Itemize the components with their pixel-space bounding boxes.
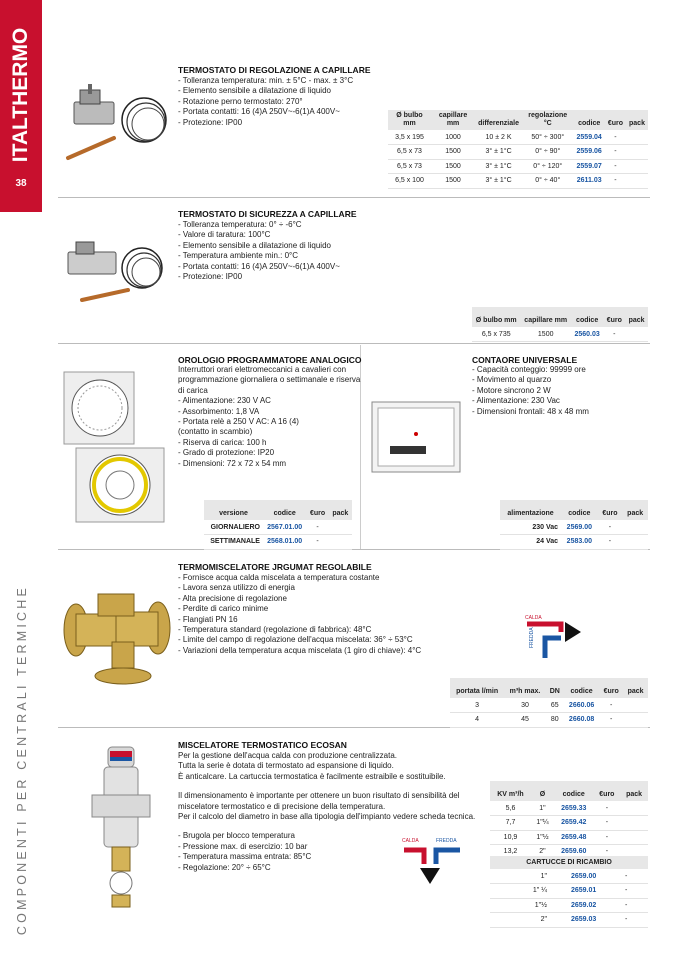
desc-line: - Dimensioni frontali: 48 x 48 mm: [472, 406, 589, 416]
cell: [620, 801, 648, 816]
product-code: 2560.03: [571, 327, 603, 342]
cell: -: [605, 130, 626, 145]
cell: 24 Vac: [500, 535, 561, 550]
col-header: capillare mm: [431, 110, 475, 130]
product-code: 2659.02: [550, 898, 617, 913]
product-code: 2660.08: [564, 713, 599, 728]
desc-line: - Riserva di carica: 100 h: [178, 437, 267, 447]
desc-line: (contatto in scambio): [178, 427, 253, 437]
cell: -: [617, 884, 635, 899]
spare-cartridges-table: [490, 869, 648, 928]
cell: [620, 816, 648, 831]
col-header: KV m³/h: [490, 781, 531, 801]
table-row: [388, 145, 648, 160]
brand-band: [0, 0, 42, 212]
counter-table: [500, 500, 648, 550]
col-header: Ø: [531, 781, 554, 801]
product-code: 2559.07: [574, 159, 605, 174]
cell: -: [605, 174, 626, 189]
ecosan-table: [490, 781, 648, 860]
col-header: pack: [626, 110, 648, 130]
cell: -: [599, 698, 623, 713]
desc-line: - Alimentazione: 230 V AC: [178, 396, 271, 406]
col-header: Ø bulbo mm: [472, 307, 520, 327]
cell: 65: [546, 698, 564, 713]
cell: 1500: [520, 327, 571, 342]
timer-desc: [178, 365, 360, 469]
category-label: COMPONENTI PER CENTRALI TERMICHE: [15, 584, 29, 936]
thermostat-safety-title: TERMOSTATO DI SICUREZZA A CAPILLARE: [178, 209, 357, 219]
counter-desc: [472, 365, 589, 417]
desc-line: - Elemento sensibile a dilatazione di liquido: [178, 240, 331, 250]
desc-line: - Lavora senza utilizzo di energia: [178, 583, 295, 593]
cold-label: FREDDA: [529, 627, 535, 648]
table-row: [472, 327, 648, 342]
thermostat-safety-table: [472, 307, 648, 342]
jrgumat-mixer-image: [62, 590, 172, 685]
table-header-row: [500, 500, 648, 520]
cell: 0° ÷ 90°: [522, 145, 574, 160]
cell: [635, 913, 648, 928]
col-header: regolazione °C: [522, 110, 574, 130]
cell: 1500: [431, 174, 475, 189]
desc-line: miscelatore termostatico e di precisione della temperatura.: [178, 801, 386, 811]
cell: -: [599, 713, 623, 728]
cell: -: [605, 145, 626, 160]
cell: -: [603, 327, 625, 342]
desc-line: - Portata contatti: 16 (4)A 250V~-6(1)A 400V~: [178, 261, 340, 271]
cell: -: [594, 801, 621, 816]
hot-label: CALDA: [525, 615, 542, 621]
table-row: [204, 535, 352, 550]
table-row: [490, 801, 648, 816]
cell: 3° ± 1°C: [475, 174, 522, 189]
desc-line: - Elemento sensibile a dilatazione di liquido: [178, 86, 331, 96]
timer-image: [62, 370, 170, 525]
col-header: DN: [546, 678, 564, 698]
col-header: codice: [571, 307, 603, 327]
desc-line: - Movimento al quarzo: [472, 375, 552, 385]
col-header: €uro: [605, 110, 626, 130]
cell: [625, 327, 648, 342]
table-row: [490, 913, 648, 928]
table-row: [450, 698, 648, 713]
thermostat-regulation-table: [388, 110, 648, 189]
desc-line: - Rotazione perno termostato: 270°: [178, 96, 303, 106]
cell: -: [594, 816, 621, 831]
cell: SETTIMANALE: [204, 535, 263, 550]
cell: 5,6: [490, 801, 531, 816]
desc-line: - Temperatura massima entrata: 85°C: [178, 852, 312, 862]
col-header: Ø bulbo mm: [388, 110, 431, 130]
cell: 1": [531, 801, 554, 816]
table-row: [450, 713, 648, 728]
cell: GIORNALIERO: [204, 520, 263, 535]
cell: 3° ± 1°C: [475, 145, 522, 160]
desc-line: Tutta la serie è dotata di termostato ad espansione di liquido.: [178, 761, 394, 771]
cell: 13,2: [490, 845, 531, 860]
product-code: 2659.03: [550, 913, 617, 928]
col-header: pack: [620, 781, 648, 801]
desc-line: - Fornisce acqua calda miscelata a temperatura costante: [178, 573, 380, 582]
cell: [626, 130, 648, 145]
product-code: 2567.01.00: [263, 520, 306, 535]
cell: [329, 520, 352, 535]
cell: 80: [546, 713, 564, 728]
desc-line: Per il calcolo del diametro in base alla tipologia dell'impianto vedere scheda tecnica.: [178, 812, 476, 822]
cell: -: [605, 159, 626, 174]
cell: 4: [450, 713, 504, 728]
desc-line: Interruttori orari elettromeccanici a cavalieri con: [178, 365, 347, 374]
cell: -: [617, 898, 635, 913]
table-row: [490, 869, 648, 884]
desc-line: - Protezione: IP00: [178, 272, 243, 282]
col-header: codice: [263, 500, 306, 520]
cell: [620, 830, 648, 845]
table-header-row: [388, 110, 648, 130]
desc-line: - Variazioni della temperatura acqua miscelata (1 giro di chiave): 4°C: [178, 645, 422, 655]
cell: 1"½: [490, 898, 550, 913]
desc-line: - Limite del campo di regolazione dell'acqua miscelata: 36° ÷ 53°C: [178, 635, 413, 645]
cell: [635, 869, 648, 884]
desc-line: - Capacità conteggio: 99999 ore: [472, 365, 586, 374]
cell: -: [594, 830, 621, 845]
cell: 3,5 x 195: [388, 130, 431, 145]
cell: 2": [490, 913, 550, 928]
ecosan-title: MISCELATORE TERMOSTATICO ECOSAN: [178, 740, 347, 750]
desc-line: - Tolleranza temperatura: 0° ÷ -6°C: [178, 220, 302, 229]
table-row: [490, 830, 648, 845]
product-code: 2660.06: [564, 698, 599, 713]
table-row: [500, 535, 648, 550]
table-header-row: [472, 307, 648, 327]
thermostat-safety-image: [62, 232, 177, 312]
product-code: 2659.60: [554, 845, 594, 860]
jrgumat-title: TERMOMISCELATORE JRGUMAT REGOLABILE: [178, 562, 372, 572]
cell: 3: [450, 698, 504, 713]
table-row: [500, 520, 648, 535]
cell: 7,7: [490, 816, 531, 831]
desc-line: - Regolazione: 20° ÷ 65°C: [178, 862, 271, 872]
product-code: 2583.00: [561, 535, 598, 550]
cell: -: [306, 520, 328, 535]
col-header: codice: [561, 500, 598, 520]
sidebar: [0, 0, 42, 978]
cell: 1000: [431, 130, 475, 145]
cell: 10,9: [490, 830, 531, 845]
cell: 45: [504, 713, 545, 728]
product-code: 2559.04: [574, 130, 605, 145]
cell: [622, 520, 648, 535]
col-header: versione: [204, 500, 263, 520]
desc-line: Per la gestione dell'acqua calda con produzione centralizzata.: [178, 751, 397, 760]
col-header: €uro: [594, 781, 621, 801]
brand-logo: ITALTHERMO: [9, 27, 32, 163]
desc-line: - Pressione max. di esercizio: 10 bar: [178, 841, 308, 851]
cold-label: FREDDA: [436, 838, 457, 844]
cell: [622, 535, 648, 550]
product-code: 2569.00: [561, 520, 598, 535]
cell: -: [594, 845, 621, 860]
desc-line: - Temperatura standard (regolazione di fabbrica): 48°C: [178, 625, 372, 635]
col-header: codice: [554, 781, 594, 801]
product-code: 2559.06: [574, 145, 605, 160]
desc-line: - Portata contatti: 16 (4)A 250V~-6(1)A 400V~: [178, 107, 340, 117]
thermostat-regulation-title: TERMOSTATO DI REGOLAZIONE A CAPILLARE: [178, 65, 371, 75]
cell: 1500: [431, 145, 475, 160]
col-header: alimentazione: [500, 500, 561, 520]
desc-line: - Flangiati PN 16: [178, 614, 238, 624]
cell: [626, 159, 648, 174]
thermostat-regulation-image: [62, 78, 177, 173]
product-code: 2659.42: [554, 816, 594, 831]
desc-line: - Motore sincrono 2 W: [472, 385, 551, 395]
cell: 0° ÷ 120°: [522, 159, 574, 174]
cell: -: [617, 913, 635, 928]
table-row: [490, 884, 648, 899]
desc-line: di carica: [178, 385, 208, 395]
cell: [626, 145, 648, 160]
hour-counter-image: [370, 400, 462, 475]
cell: -: [598, 520, 623, 535]
col-header: portata l/min: [450, 678, 504, 698]
desc-line: - Dimensioni: 72 x 72 x 54 mm: [178, 458, 287, 468]
col-header: €uro: [603, 307, 625, 327]
desc-line: - Tolleranza temperatura: min. ± 5°C - max. ± 3°C: [178, 76, 354, 85]
col-header: codice: [574, 110, 605, 130]
table-header-row: [450, 678, 648, 698]
product-code: 2611.03: [574, 174, 605, 189]
hot-label: CALDA: [402, 838, 419, 844]
desc-line: Il dimensionamento è importante per ottenere un buon risultato di sensibilità del: [178, 791, 460, 801]
desc-line: - Alimentazione: 230 Vac: [472, 396, 560, 406]
spare-cartridges-header: CARTUCCE DI RICAMBIO: [490, 856, 648, 869]
col-header: pack: [625, 307, 648, 327]
table-row: [388, 174, 648, 189]
mixing-flow-diagram: [525, 612, 585, 660]
cell: 1" ¼: [490, 884, 550, 899]
cell: 50° ÷ 300°: [522, 130, 574, 145]
thermostat-regulation-desc: [178, 76, 353, 128]
cell: 0° ÷ 40°: [522, 174, 574, 189]
col-header: pack: [623, 678, 648, 698]
table-header-row: [204, 500, 352, 520]
col-header: €uro: [599, 678, 623, 698]
col-header: differenziale: [475, 110, 522, 130]
cell: [635, 898, 648, 913]
product-code: 2568.01.00: [263, 535, 306, 550]
desc-line: - Alta precisione di regolazione: [178, 593, 287, 603]
cell: -: [598, 535, 623, 550]
table-row: [388, 130, 648, 145]
cell: 6,5 x 735: [472, 327, 520, 342]
cell: 3° ± 1°C: [475, 159, 522, 174]
col-header: pack: [622, 500, 648, 520]
product-code: 2659.01: [550, 884, 617, 899]
jrgumat-table: [450, 678, 648, 728]
cell: 6,5 x 73: [388, 159, 431, 174]
cell: [623, 713, 648, 728]
desc-line: - Brugola per blocco temperatura: [178, 831, 295, 841]
thermostat-safety-desc: [178, 220, 340, 282]
cell: 1"¼: [531, 816, 554, 831]
ecosan-mixer-image: [90, 745, 152, 910]
cell: 6,5 x 73: [388, 145, 431, 160]
cell: 30: [504, 698, 545, 713]
table-row: [388, 159, 648, 174]
counter-title: CONTAORE UNIVERSALE: [472, 355, 578, 365]
col-header: €uro: [306, 500, 328, 520]
cell: [635, 884, 648, 899]
table-header-row: [490, 781, 648, 801]
product-code: 2659.33: [554, 801, 594, 816]
desc-line: - Perdite di carico minime: [178, 604, 269, 614]
timer-title: OROLOGIO PROGRAMMATORE ANALOGICO: [178, 355, 362, 365]
desc-line: - Portata relè a 250 V AC: A 16 (4): [178, 417, 299, 427]
desc-line: - Grado di protezione: IP20: [178, 448, 275, 458]
page-number: 38: [15, 178, 27, 189]
cell: 10 ± 2 K: [475, 130, 522, 145]
col-header: capillare mm: [520, 307, 571, 327]
cell: [626, 174, 648, 189]
desc-line: - Protezione: IP00: [178, 117, 243, 127]
cell: 2": [531, 845, 554, 860]
table-row: [490, 816, 648, 831]
cell: 1500: [431, 159, 475, 174]
desc-line: - Valore di taratura: 100°C: [178, 230, 271, 240]
product-code: 2659.00: [550, 869, 617, 884]
desc-line: programmazione giornaliera o settimanale e riserva: [178, 375, 361, 385]
desc-line: - Temperatura ambiente min.: 0°C: [178, 251, 298, 261]
desc-line: È anticalcare. La cartuccia termostatica è facilmente estraibile e sostituibile.: [178, 771, 446, 781]
jrgumat-desc: [178, 573, 421, 656]
cell: 6,5 x 100: [388, 174, 431, 189]
cell: -: [306, 535, 328, 550]
cell: [329, 535, 352, 550]
cell: [623, 698, 648, 713]
timer-table: [204, 500, 352, 550]
table-row: [490, 898, 648, 913]
col-header: pack: [329, 500, 352, 520]
product-code: 2659.48: [554, 830, 594, 845]
cell: 1": [490, 869, 550, 884]
cell: -: [617, 869, 635, 884]
desc-line: - Assorbimento: 1,8 VA: [178, 406, 260, 416]
col-header: m³h max.: [504, 678, 545, 698]
cell: 1"½: [531, 830, 554, 845]
cell: 230 Vac: [500, 520, 561, 535]
col-header: €uro: [598, 500, 623, 520]
table-row: [204, 520, 352, 535]
ecosan-flow-diagram: [400, 836, 468, 888]
col-header: codice: [564, 678, 599, 698]
